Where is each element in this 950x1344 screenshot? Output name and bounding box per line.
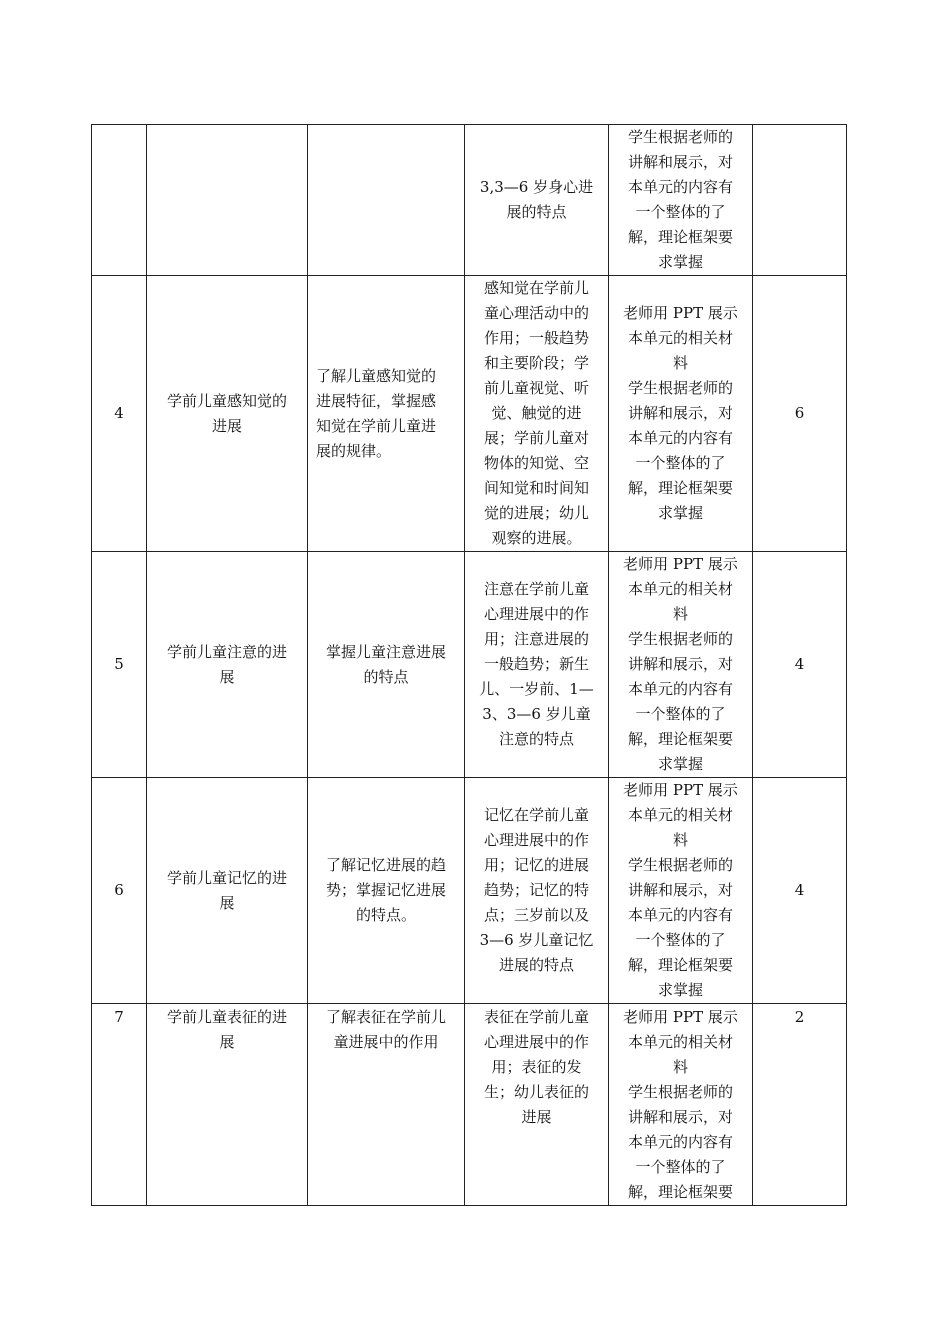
unit-number-cell: 5 bbox=[92, 552, 147, 778]
chapter-title-cell: 学前儿童记忆的进 展 bbox=[147, 778, 308, 1004]
table-row bbox=[92, 552, 847, 778]
teaching-method-cell: 老师用 PPT 展示 本单元的相关材 料 学生根据老师的 讲解和展示，对 本单元的内容有 一个整体的了 解，理论框架要 求掌握 bbox=[609, 276, 753, 552]
syllabus-table bbox=[91, 124, 847, 1206]
content-cell: 3,3—6 岁身心进 展的特点 bbox=[465, 125, 609, 276]
teaching-method-cell: 老师用 PPT 展示 本单元的相关材 料 学生根据老师的 讲解和展示，对 本单元的内容有 一个整体的了 解，理论框架要 求掌握 bbox=[609, 778, 753, 1004]
hours-cell: 6 bbox=[753, 276, 847, 552]
content-cell: 表征在学前儿童 心理进展中的作 用；表征的发 生；幼儿表征的 进展 bbox=[465, 1004, 609, 1206]
table-row bbox=[92, 778, 847, 1004]
hours-cell bbox=[753, 125, 847, 276]
chapter-title-cell: 学前儿童注意的进 展 bbox=[147, 552, 308, 778]
hours-cell: 2 bbox=[753, 1004, 847, 1206]
table-row bbox=[92, 1004, 847, 1206]
unit-number-cell: 6 bbox=[92, 778, 147, 1004]
content-cell: 感知觉在学前儿 童心理活动中的 作用；一般趋势 和主要阶段；学 前儿童视觉、听 觉、触觉的进 展；学前儿童对 物体的知觉、空 间知觉和时间知 觉的进展；幼儿 观察的进展。 bbox=[465, 276, 609, 552]
learning-goal-cell: 了解儿童感知觉的 进展特征，掌握感 知觉在学前儿童进 展的规律。 bbox=[308, 276, 465, 552]
hours-cell: 4 bbox=[753, 778, 847, 1004]
learning-goal-cell: 了解记忆进展的趋 势；掌握记忆进展 的特点。 bbox=[308, 778, 465, 1004]
unit-number-cell: 7 bbox=[92, 1004, 147, 1206]
teaching-method-cell: 老师用 PPT 展示 本单元的相关材 料 学生根据老师的 讲解和展示，对 本单元的内容有 一个整体的了 解，理论框架要 求掌握 bbox=[609, 552, 753, 778]
teaching-method-cell: 学生根据老师的 讲解和展示，对 本单元的内容有 一个整体的了 解，理论框架要 求掌握 bbox=[609, 125, 753, 276]
hours-cell: 4 bbox=[753, 552, 847, 778]
unit-number-cell bbox=[92, 125, 147, 276]
content-cell: 记忆在学前儿童 心理进展中的作 用；记忆的进展 趋势；记忆的特 点；三岁前以及 3—6 岁儿童记忆 进展的特点 bbox=[465, 778, 609, 1004]
teaching-method-cell: 老师用 PPT 展示 本单元的相关材 料 学生根据老师的 讲解和展示，对 本单元的内容有 一个整体的了 解，理论框架要 bbox=[609, 1004, 753, 1206]
chapter-title-cell: 学前儿童感知觉的 进展 bbox=[147, 276, 308, 552]
chapter-title-cell: 学前儿童表征的进 展 bbox=[147, 1004, 308, 1206]
table-row bbox=[92, 125, 847, 276]
content-cell: 注意在学前儿童 心理进展中的作 用；注意进展的 一般趋势；新生 儿、一岁前、1— 3、3—6 岁儿童 注意的特点 bbox=[465, 552, 609, 778]
learning-goal-cell: 掌握儿童注意进展 的特点 bbox=[308, 552, 465, 778]
table-row bbox=[92, 276, 847, 552]
learning-goal-cell bbox=[308, 125, 465, 276]
unit-number-cell: 4 bbox=[92, 276, 147, 552]
chapter-title-cell bbox=[147, 125, 308, 276]
learning-goal-cell: 了解表征在学前儿 童进展中的作用 bbox=[308, 1004, 465, 1206]
